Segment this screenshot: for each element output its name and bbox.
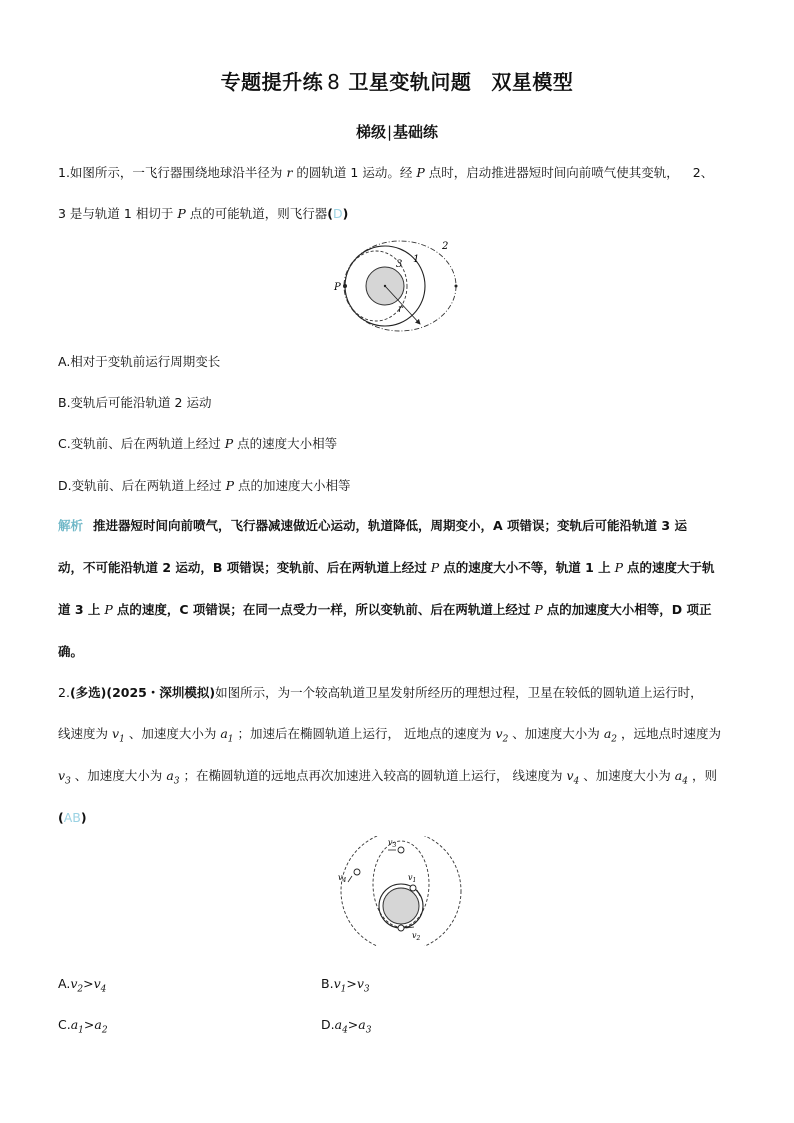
option-text: D.变轨前、后在两轨道上经过 <box>58 478 222 493</box>
q1-answer: D <box>332 206 343 221</box>
q1-analysis-line4: 确。 <box>58 644 84 659</box>
var-letter: v <box>58 768 66 783</box>
var-sub: 4 <box>342 1025 348 1036</box>
label-v2: $v_2$ <box>412 931 421 942</box>
var-letter: a <box>166 768 174 783</box>
q2-var <box>112 726 125 745</box>
analysis-text: 动，不可能沿轨道 2 运动，B 项错误；变轨前、后在两轨道上经过 <box>58 560 427 575</box>
option-prefix: B. <box>321 976 334 991</box>
var-letter: a <box>603 726 612 741</box>
q1-text: 3 是与轨道 1 相切于 <box>58 206 174 221</box>
q1-text: 点的可能轨道，则飞行器 <box>189 206 328 221</box>
var-sub: 1 <box>119 734 125 745</box>
q2-text: ；在椭圆轨道的远地点再次加速进入较高的圆轨道上运行， 线速度为 <box>183 768 563 783</box>
var-sub: 1 <box>227 734 234 745</box>
q2-text: 、加速度大小为 <box>128 726 217 741</box>
var-letter: v <box>566 768 574 783</box>
q2-option-a <box>58 976 106 995</box>
option-operator: > <box>346 976 357 991</box>
var-sub: 4 <box>100 984 107 995</box>
q1-var-p: P <box>177 206 186 221</box>
label-v3: $v_3$ <box>388 838 397 849</box>
satellite-high <box>354 869 360 875</box>
var-sub: 3 <box>173 776 180 787</box>
earth <box>383 888 419 924</box>
var-letter: a <box>674 768 683 783</box>
label-v1: $v_1$ <box>408 873 417 884</box>
label-p: P <box>334 282 341 293</box>
subtitle-left: 梯级 <box>355 123 386 141</box>
option-var <box>94 1017 108 1036</box>
q1-stem-line1 <box>58 164 748 182</box>
satellite-low <box>410 885 416 891</box>
q1-option-c <box>58 434 337 452</box>
var-sub: 3 <box>365 1025 372 1036</box>
answer-bracket: ( <box>58 810 64 825</box>
q2-var <box>58 768 71 787</box>
analysis-text: 点的速度，C 项错误；在同一点受力一样，所以变轨前、后在两轨道上经过 <box>116 602 531 617</box>
q2-text: ，则 <box>691 768 717 783</box>
var-sub: 4 <box>682 776 688 787</box>
q2-orbit-figure <box>330 836 470 946</box>
option-operator: > <box>83 1017 95 1032</box>
option-var <box>356 976 370 995</box>
var-letter: v <box>495 726 503 741</box>
option-prefix: D. <box>321 1017 335 1032</box>
q2-option-c <box>58 1017 108 1036</box>
option-var <box>333 976 347 995</box>
var-letter: a <box>70 1017 79 1032</box>
title-prefix: 专题提升练 <box>220 70 324 94</box>
var-letter: a <box>220 726 228 741</box>
option-text: 点的加速度大小相等 <box>238 478 351 493</box>
option-operator: > <box>83 976 94 991</box>
q2-number: 2. <box>58 685 70 700</box>
q2-text: 、加速度大小为 <box>74 768 163 783</box>
satellite-perigee <box>398 925 404 931</box>
option-var <box>358 1017 372 1036</box>
label-2: 2 <box>442 241 449 252</box>
var-sub: 2 <box>77 984 84 995</box>
title-part2: 双星模型 <box>491 70 574 94</box>
analysis-var: P <box>430 560 440 575</box>
var-letter: a <box>358 1017 366 1032</box>
analysis-var: P <box>614 560 624 575</box>
analysis-var: P <box>534 602 543 617</box>
q1-text: 的圆轨道 1 运动。经 <box>296 165 413 180</box>
option-var <box>334 1017 348 1036</box>
analysis-text: 道 3 上 <box>58 602 101 617</box>
label-r: r <box>398 304 403 315</box>
q2-text: 、加速度大小为 <box>583 768 671 783</box>
q1-text: 点时，启动推进器短时间向前喷气使其变轨， <box>428 165 679 180</box>
var-letter: v <box>333 976 341 991</box>
q1-stem-line2 <box>58 205 748 223</box>
option-operator: > <box>347 1017 359 1032</box>
q2-stem-line2 <box>58 725 748 749</box>
option-var <box>70 976 84 995</box>
q2-var <box>566 768 580 787</box>
q2-stem-line1 <box>58 684 748 702</box>
q2-text: 如图所示，为一个较高轨道卫星发射所经历的理想过程，卫星在较低的圆轨道上运行时， <box>215 685 703 700</box>
q2-var <box>674 768 688 787</box>
section-subtitle <box>0 121 794 142</box>
option-text: 点的速度大小相等 <box>237 436 338 451</box>
analysis-tag: 解析 <box>58 518 84 533</box>
page-title <box>0 66 794 95</box>
option-var <box>93 976 107 995</box>
q2-stem-line3 <box>58 767 748 791</box>
var-sub: 2 <box>502 734 509 745</box>
q1-var-r: r <box>286 165 293 180</box>
subtitle-separator: | <box>386 123 393 141</box>
title-number: 8 <box>327 70 341 94</box>
subtitle-right: 基础练 <box>393 123 439 141</box>
option-prefix: A. <box>58 976 71 991</box>
answer-bracket: ) <box>80 810 87 825</box>
option-var <box>70 1017 84 1036</box>
q1-analysis-line2 <box>58 559 748 577</box>
var-letter: v <box>356 976 364 991</box>
option-var: P <box>225 478 235 493</box>
q1-option-b: B.变轨后可能沿轨道 2 运动 <box>58 395 212 410</box>
option-prefix: C. <box>58 1017 71 1032</box>
var-letter: a <box>334 1017 343 1032</box>
satellite-apogee <box>398 847 404 853</box>
q1-analysis-line3 <box>58 601 748 619</box>
analysis-text: 点的加速度大小相等，D 项正 <box>546 602 712 617</box>
q1-option-d <box>58 476 351 494</box>
var-letter: v <box>112 726 120 741</box>
answer-bracket: ) <box>342 206 349 221</box>
var-letter: a <box>94 1017 102 1032</box>
q2-var <box>603 726 617 745</box>
label-1: 1 <box>413 254 420 265</box>
q1-orbit-figure <box>330 232 470 337</box>
analysis-var: P <box>104 602 113 617</box>
q2-var <box>495 726 509 745</box>
var-sub: 1 <box>78 1025 84 1036</box>
label-v4: $v_4$ <box>338 873 347 884</box>
var-sub: 2 <box>611 734 617 745</box>
var-letter: v <box>70 976 78 991</box>
title-part1: 卫星变轨问题 <box>348 70 472 94</box>
q2-tag: (多选)(2025・深圳模拟) <box>69 685 216 700</box>
q2-answer: AB <box>63 810 81 825</box>
var-sub: 3 <box>363 984 370 995</box>
q2-answer-line <box>58 809 748 827</box>
var-sub: 2 <box>101 1025 108 1036</box>
q2-var <box>166 768 180 787</box>
q2-text: 、加速度大小为 <box>512 726 600 741</box>
var-sub: 1 <box>340 984 347 995</box>
q2-text: 线速度为 <box>58 726 109 741</box>
q1-analysis-line1 <box>58 517 748 535</box>
q2-text: ，远地点时速度为 <box>621 726 722 741</box>
analysis-text: 点的速度大小不等，轨道 1 上 <box>443 560 611 575</box>
q2-var <box>220 726 234 745</box>
var-sub: 4 <box>573 776 580 787</box>
q1-text: 2、 <box>692 165 714 180</box>
option-var: P <box>224 436 234 451</box>
answer-bracket: ( <box>327 206 333 221</box>
analysis-text: 推进器短时间向前喷气，飞行器减速做近心运动，轨道降低，周期变小，A 项错误；变轨后可能沿轨道 3 运 <box>93 518 687 533</box>
q1-text: 1.如图所示，一飞行器围绕地球沿半径为 <box>58 165 283 180</box>
point-p <box>343 284 347 288</box>
analysis-text: 点的速度大于轨 <box>627 560 715 575</box>
var-letter: v <box>93 976 101 991</box>
q1-var-p: P <box>416 165 425 180</box>
option-text: C.变轨前、后在两轨道上经过 <box>58 436 221 451</box>
q2-option-b <box>321 976 370 995</box>
q2-option-d <box>321 1017 371 1036</box>
label-3: 3 <box>396 259 403 270</box>
var-sub: 3 <box>65 776 71 787</box>
q1-option-a: A.相对于变轨前运行周期变长 <box>58 354 221 369</box>
q2-text: ；加速后在椭圆轨道上运行， 近地点的速度为 <box>237 726 492 741</box>
